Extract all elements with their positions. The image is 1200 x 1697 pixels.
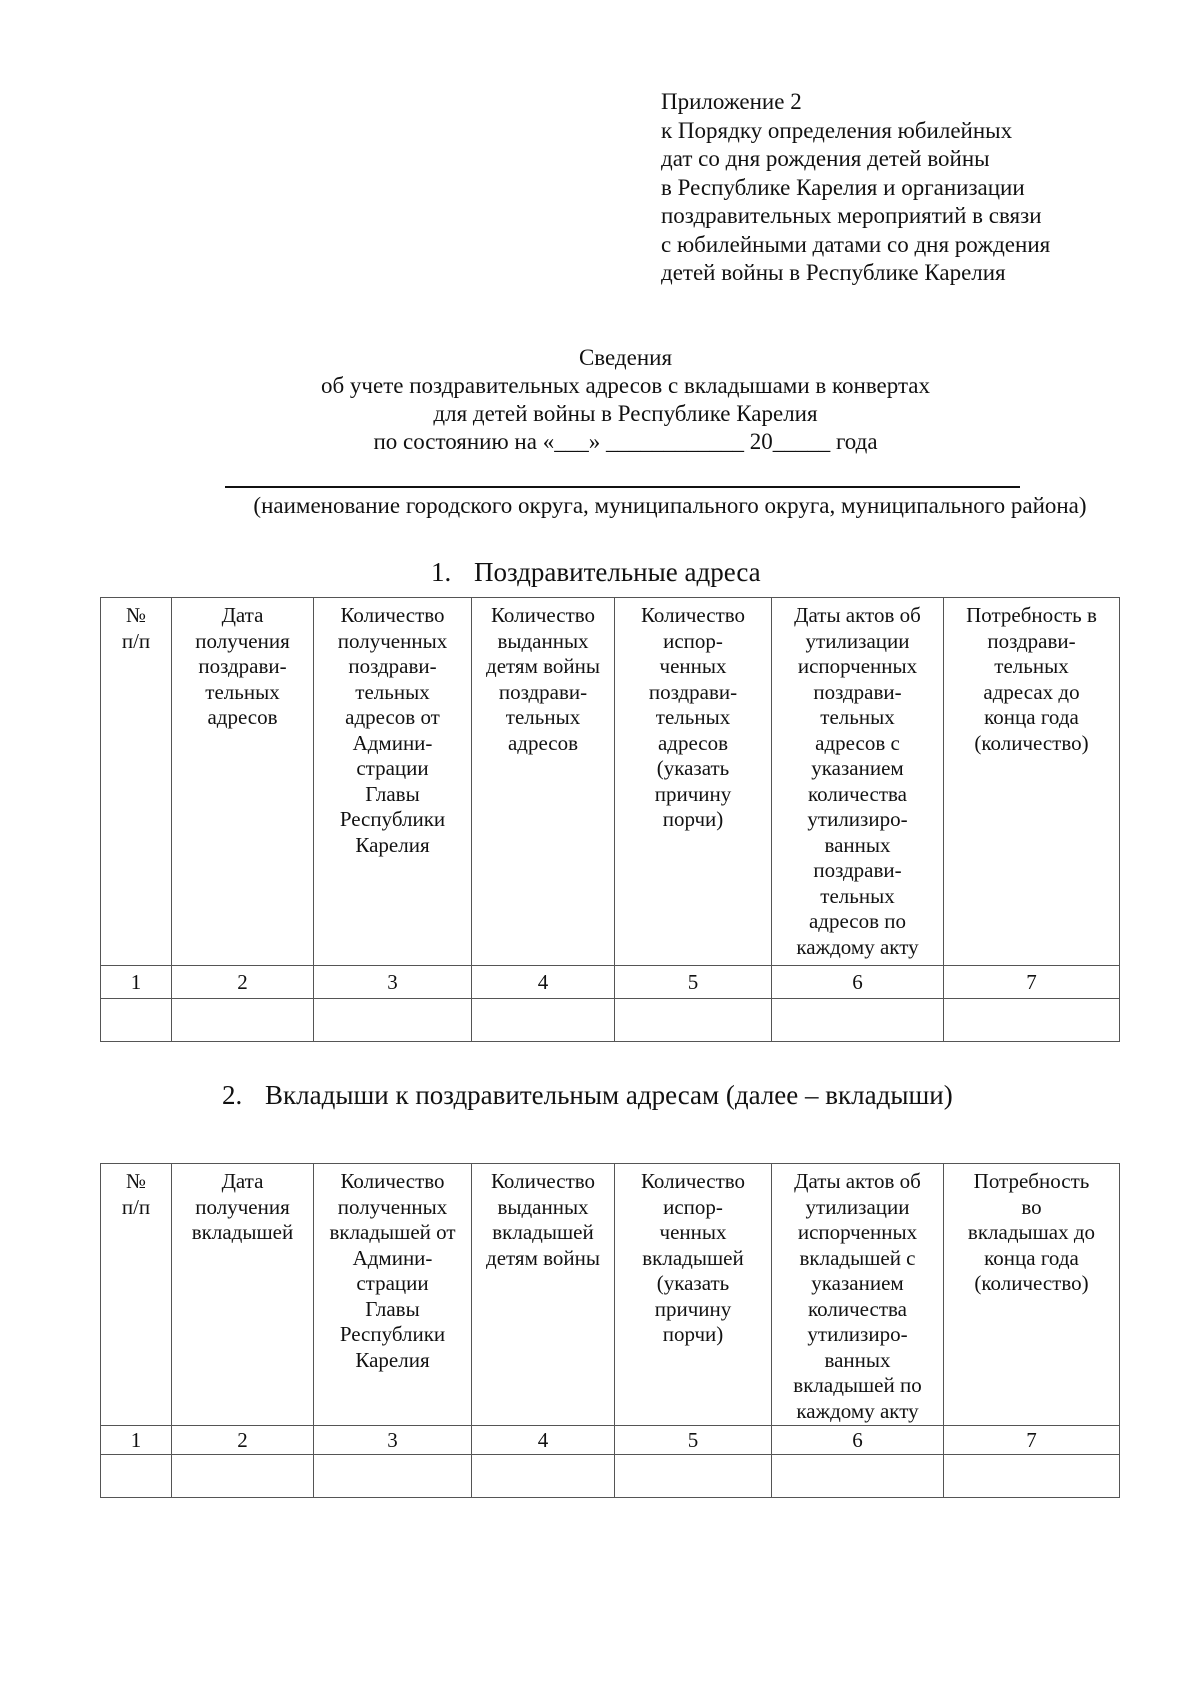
header-line: Главы — [365, 1296, 420, 1321]
header-line: вкладышей с — [799, 1245, 916, 1270]
header-line: ванных — [824, 1347, 891, 1372]
table-header-row — [101, 598, 1120, 966]
empty-cell[interactable] — [314, 1455, 472, 1498]
header-line: утилизиро- — [807, 807, 908, 831]
column-number: 6 — [772, 1426, 944, 1455]
appendix-line: Приложение 2 — [661, 89, 802, 114]
section-2-title-text: Вкладыши к поздравительным адресам (далее – вкладыши) — [265, 1080, 953, 1110]
header-line: адресов — [207, 705, 278, 729]
header-line: детям войны — [486, 1245, 600, 1270]
header-cell — [944, 1164, 1120, 1426]
header-line: конца года — [984, 705, 1079, 729]
header-line: утилизиро- — [807, 1322, 908, 1346]
column-number: 5 — [615, 966, 772, 999]
header-line: Республики — [339, 1322, 446, 1346]
column-number: 4 — [472, 1426, 615, 1455]
empty-cell[interactable] — [472, 999, 615, 1042]
empty-cell[interactable] — [944, 1455, 1120, 1498]
header-line: Даты актов об — [794, 603, 921, 627]
header-line: (количество) — [974, 730, 1089, 755]
header-line: каждому акту — [796, 934, 919, 959]
appendix-block — [661, 88, 1141, 288]
header-cell — [172, 598, 314, 966]
appendix-line: поздравительных мероприятий в связи — [661, 203, 1042, 228]
document-heading — [0, 344, 1200, 456]
header-line: Количество — [640, 1169, 746, 1193]
header-line: поздрави- — [348, 654, 437, 678]
column-number-row — [101, 1426, 1120, 1455]
appendix-line: в Республике Карелия и организации — [661, 174, 1025, 200]
header-line: адресов по — [808, 909, 907, 933]
header-line: получения — [195, 1194, 290, 1219]
header-line: во — [1021, 1194, 1042, 1219]
empty-cell[interactable] — [172, 1455, 314, 1498]
header-line: (количество) — [974, 1271, 1089, 1295]
header-line: выданных — [497, 1194, 589, 1219]
header-line: Карелия — [355, 832, 430, 857]
empty-cell[interactable] — [314, 999, 472, 1042]
empty-cell[interactable] — [615, 1455, 772, 1498]
header-line: Количество — [490, 1169, 596, 1193]
header-line: получения — [195, 628, 290, 653]
appendix-line: детей войны в Республике Карелия — [661, 260, 1006, 285]
heading-line: для детей войны в Республике Карелия — [433, 401, 818, 426]
header-line: № — [125, 1169, 147, 1193]
header-cell — [615, 598, 772, 966]
header-line: конца года — [984, 1245, 1079, 1270]
column-number: 2 — [172, 1426, 314, 1455]
header-line: Количество — [640, 603, 746, 627]
municipality-caption: (наименование городского округа, муниципального округа, муниципального района) — [253, 493, 1087, 518]
empty-cell[interactable] — [172, 999, 314, 1042]
heading-title: Сведения — [578, 345, 673, 370]
header-line: указанием — [811, 756, 904, 780]
header-line: адресах до — [983, 679, 1080, 704]
column-number: 7 — [944, 1426, 1120, 1455]
empty-cell[interactable] — [772, 1455, 944, 1498]
column-number: 3 — [314, 966, 472, 999]
header-line: страции — [356, 1271, 429, 1295]
heading-line: об учете поздравительных адресов с вкладышами в конвертах — [320, 373, 930, 398]
header-line: детям войны — [486, 654, 600, 678]
table-header-row — [101, 1164, 1120, 1426]
header-cell — [314, 598, 472, 966]
empty-cell[interactable] — [944, 999, 1120, 1042]
header-line: ванных — [824, 832, 891, 857]
header-line: вкладышей — [642, 1245, 744, 1270]
header-line: тельных — [820, 883, 895, 908]
header-line: Республики — [339, 807, 446, 831]
header-cell — [772, 1164, 944, 1426]
header-cell — [615, 1164, 772, 1426]
header-line: поздрави- — [813, 858, 902, 882]
header-line: Главы — [365, 781, 420, 806]
appendix-line: к Порядку определения юбилейных — [661, 117, 1013, 143]
header-line: причину — [654, 1296, 732, 1321]
heading-date-line: по состоянию на «___» ____________ 20_____ года — [373, 429, 878, 454]
header-line: Админи- — [352, 730, 433, 755]
header-cell — [772, 598, 944, 966]
header-line: порчи) — [662, 807, 724, 831]
column-number: 2 — [172, 966, 314, 999]
column-number: 1 — [101, 966, 172, 999]
table-row — [101, 999, 1120, 1042]
header-line: тельных — [355, 679, 430, 704]
empty-cell[interactable] — [472, 1455, 615, 1498]
appendix-line: дат со дня рождения детей войны — [661, 146, 990, 171]
header-line: вкладышей — [191, 1220, 294, 1244]
header-cell — [101, 1164, 172, 1426]
municipality-blank-line — [225, 486, 1020, 488]
header-cell — [472, 1164, 615, 1426]
header-line: адресов с — [815, 730, 900, 755]
header-line: Дата — [221, 1169, 264, 1193]
header-line: п/п — [121, 1194, 151, 1219]
header-line: тельных — [205, 679, 280, 704]
section-1-number: 1. — [431, 557, 452, 587]
header-line: порчи) — [662, 1322, 724, 1346]
header-line: вкладышах до — [967, 1220, 1096, 1244]
header-cell — [944, 598, 1120, 966]
section-1-title — [431, 556, 761, 588]
header-line: адресов — [657, 730, 729, 755]
header-cell — [101, 598, 172, 966]
header-line: поздрави- — [987, 628, 1076, 653]
table-row — [101, 1455, 1120, 1498]
header-line: полученных — [337, 1194, 448, 1219]
header-line: (указать — [656, 756, 730, 780]
header-line: адресов — [507, 730, 579, 755]
header-line: Админи- — [352, 1245, 433, 1270]
empty-cell[interactable] — [101, 999, 172, 1042]
header-line: испорченных — [797, 1220, 918, 1244]
header-line: поздрави- — [813, 679, 902, 704]
empty-cell[interactable] — [772, 999, 944, 1042]
header-line: Даты актов об — [794, 1169, 921, 1193]
column-number: 4 — [472, 966, 615, 999]
column-number: 5 — [615, 1426, 772, 1455]
header-line: количества — [808, 1296, 907, 1321]
header-line: полученных — [337, 628, 448, 653]
header-line: вкладышей — [492, 1220, 594, 1244]
appendix-line: с юбилейными датами со дня рождения — [661, 231, 1051, 257]
section-2-number: 2. — [222, 1080, 243, 1110]
header-line: причину — [654, 781, 732, 806]
column-number: 7 — [944, 966, 1120, 999]
section-2-title — [222, 1079, 953, 1111]
column-number: 6 — [772, 966, 944, 999]
header-line: ченных — [659, 654, 727, 678]
empty-cell[interactable] — [101, 1455, 172, 1498]
column-number: 1 — [101, 1426, 172, 1455]
empty-cell[interactable] — [615, 999, 772, 1042]
header-line: страции — [356, 756, 429, 780]
header-line: выданных — [497, 628, 589, 653]
header-line: Потребность в — [966, 603, 1097, 627]
header-line: (указать — [656, 1271, 730, 1295]
header-cell — [172, 1164, 314, 1426]
header-line: вкладышей от — [329, 1220, 456, 1244]
header-line: Количество — [340, 1169, 445, 1193]
header-line: Карелия — [355, 1347, 430, 1372]
header-line: тельных — [820, 705, 895, 729]
header-line: утилизации — [805, 628, 910, 653]
header-cell — [472, 598, 615, 966]
header-line: Количество — [490, 603, 596, 627]
header-line: п/п — [121, 628, 151, 653]
header-line: утилизации — [805, 1194, 910, 1219]
header-line: Дата — [221, 603, 264, 627]
header-line: испор- — [663, 628, 723, 653]
header-line: тельных — [994, 654, 1069, 678]
header-line: испорченных — [797, 654, 918, 678]
inserts-table — [100, 1163, 1120, 1498]
header-line: адресов от — [345, 705, 440, 729]
header-line: указанием — [811, 1271, 904, 1295]
column-number-row — [101, 966, 1120, 999]
header-line: каждому акту — [796, 1398, 919, 1423]
header-line: № — [125, 603, 147, 627]
section-1-title-text: Поздравительные адреса — [474, 557, 761, 587]
header-line: поздрави- — [648, 679, 738, 704]
header-line: тельных — [655, 705, 731, 729]
header-line: ченных — [659, 1220, 727, 1244]
header-line: Потребность — [973, 1169, 1090, 1193]
header-line: тельных — [505, 705, 581, 729]
header-line: Количество — [340, 603, 445, 627]
greeting-addresses-table — [100, 597, 1120, 1042]
header-line: вкладышей по — [793, 1373, 922, 1397]
header-line: поздрави- — [498, 679, 588, 704]
header-line: испор- — [663, 1194, 723, 1219]
column-number: 3 — [314, 1426, 472, 1455]
header-cell — [314, 1164, 472, 1426]
header-line: количества — [808, 781, 907, 806]
header-line: поздрави- — [198, 654, 287, 678]
